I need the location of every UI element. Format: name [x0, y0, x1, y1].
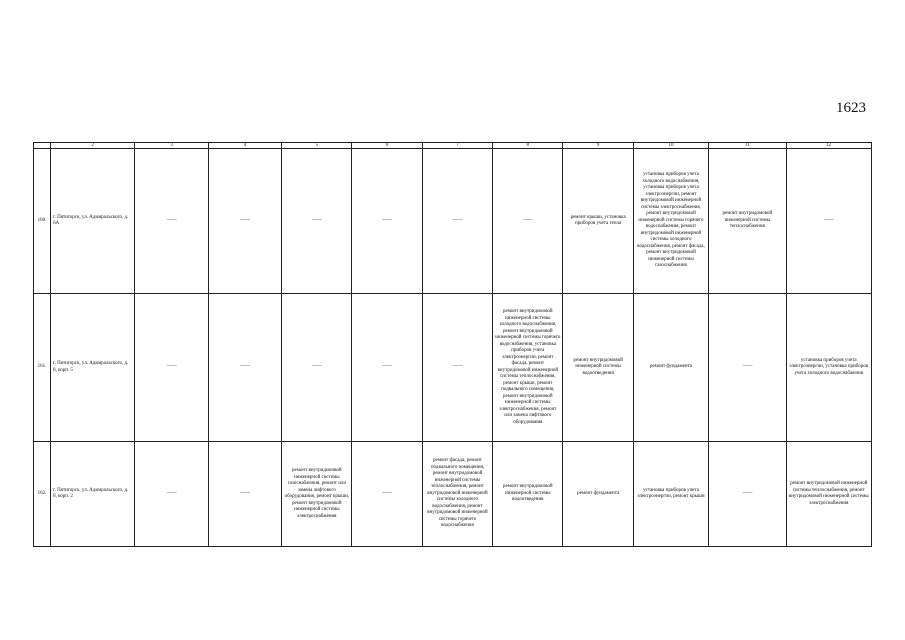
column-number: 10 [633, 143, 708, 149]
address-cell: г. Пятигорск, ул. Адмиральского, д. 8, корп. 5 [51, 294, 135, 442]
table-cell: —— [352, 294, 422, 442]
table-row [34, 442, 872, 547]
column-number: 8 [493, 143, 563, 149]
table-cell: установка приборов учета холодного водоснабжения, установка приборов учета электроэнергии, ремонт внутридомовой инженерной системы электроснабжения, ремонт внутридомовой инженерной системы горячего водоснабжения, ремонт внутридомовой инженерной системы холодного водоснабжения, ремонт фасада, ремонт внутридомовой инженерной системы газоснабжения [633, 149, 708, 294]
repair-schedule-table [33, 142, 872, 547]
column-number: 4 [208, 143, 281, 149]
table-cell: ремонт внутридомовой инженерной системы водоотведения [493, 442, 563, 547]
page-number: 1623 [836, 100, 866, 116]
table-cell: —— [352, 149, 422, 294]
table-cell: —— [786, 149, 871, 294]
table-cell: —— [208, 294, 281, 442]
table-cell: —— [422, 149, 492, 294]
table-cell: ремонт внутридомовой инженерной системы газоснабжения, ремонт или замена лифтового оборудования, ремонт крыши, ремонт внутридомовой инженерной системы электроснабжения [282, 442, 352, 547]
table-cell: ремонт крыши, установка приборов учета тепла [563, 149, 633, 294]
table-cell: ремонт фундамента [633, 294, 708, 442]
table-cell: установка приборов учета электроэнергии, установка приборов учета холодного водоснабжения [786, 294, 871, 442]
table-cell: ремонт фундамента [563, 442, 633, 547]
column-number: 11 [709, 143, 786, 149]
table-cell: —— [135, 149, 208, 294]
table-cell: —— [208, 442, 281, 547]
table-cell: ремонт внутридомовой инженерной системы холодного водоснабжения, ремонт внутридомовой инженерной системы горячего водоснабжения, установка приборов учета электроэнергии, ремонт фасада, ремонт внутридомовой инженерной системы теплоснабжения, ремонт крыши, ремонт подвального помещения, ремонт внутридомовой инженерной системы электроснабжения, ремонт или замена лифтового оборудования [493, 294, 563, 442]
table-cell: —— [208, 149, 281, 294]
column-number: 9 [563, 143, 633, 149]
table-cell: —— [709, 294, 786, 442]
table-cell: —— [135, 442, 208, 547]
table-cell: —— [282, 149, 352, 294]
table-cell: —— [352, 442, 422, 547]
row-number: 160. [34, 149, 51, 294]
table-cell: —— [282, 294, 352, 442]
table-row [34, 149, 872, 294]
column-number: 6 [352, 143, 422, 149]
table-cell: —— [422, 294, 492, 442]
table-cell: установка приборов учета электроэнергии, ремонт крыши [633, 442, 708, 547]
column-number: 7 [422, 143, 492, 149]
row-number: 161. [34, 294, 51, 442]
table-cell: ремонт внутридомовой инженерной системы теплоснабжения, ремонт внутридомовой инженерной системы электроснабжения [786, 442, 871, 547]
address-cell: г. Пятигорск, ул. Адмиральского, д. 6А [51, 149, 135, 294]
table-row [34, 294, 872, 442]
table-cell: ремонт внутридомовой инженерной системы водоотведения [563, 294, 633, 442]
column-number: 5 [282, 143, 352, 149]
table-cell: —— [493, 149, 563, 294]
column-number: 2 [51, 143, 135, 149]
table-cell: —— [135, 294, 208, 442]
table-cell: ремонт фасада, ремонт подвального помещения, ремонт внутридомовой инженерной системы теплоснабжения, ремонт внутридомовой инженерной системы холодного водоснабжения, ремонт внутридомовой инженерной системы горячего водоснабжения [422, 442, 492, 547]
column-number: 12 [786, 143, 871, 149]
address-cell: г. Пятигорск, ул. Адмиральского, д. 8, корп. 2 [51, 442, 135, 547]
table-cell: —— [709, 442, 786, 547]
row-number: 162. [34, 442, 51, 547]
column-number: 3 [135, 143, 208, 149]
table-cell: ремонт внутридомовой инженерной системы теплоснабжения [709, 149, 786, 294]
